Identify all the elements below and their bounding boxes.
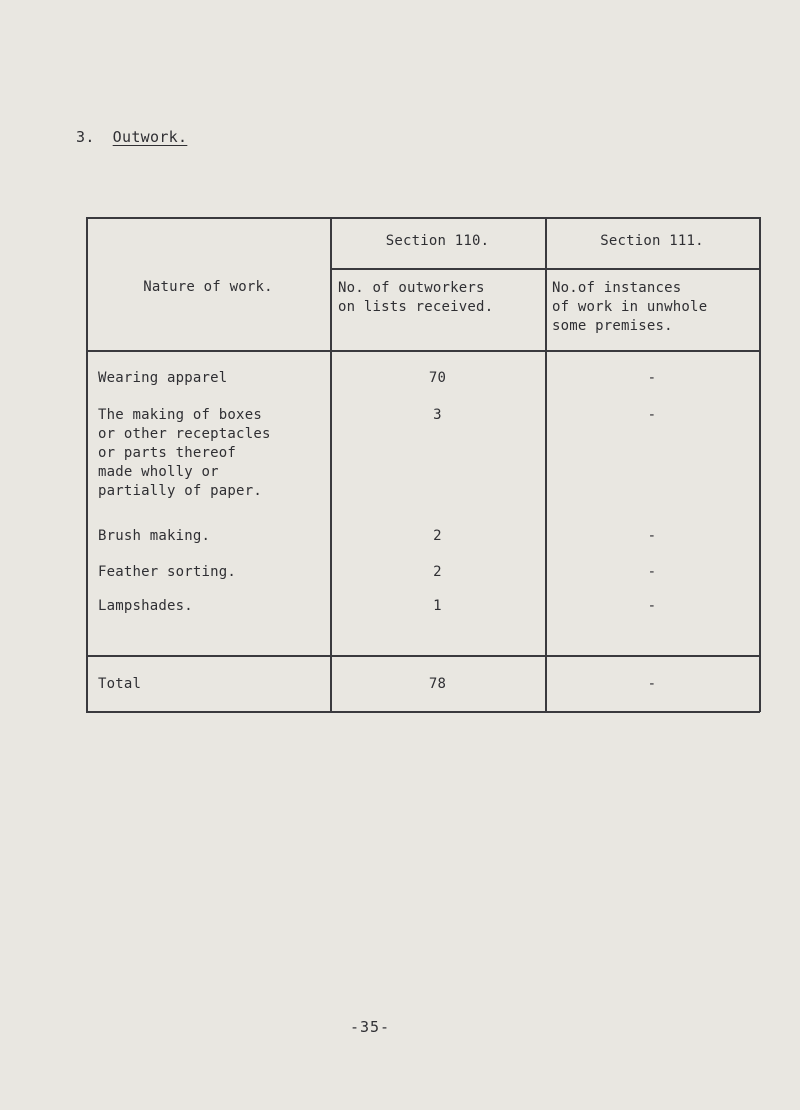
total-instances: - [647, 676, 657, 692]
column-rule-1 [330, 217, 332, 712]
column-rule-2 [545, 217, 547, 712]
header-section-110: Section 110. [385, 233, 490, 249]
table-bottom-rule [86, 711, 760, 713]
section-title: Outwork. [112, 128, 188, 146]
header-outworkers: No. of outworkers on lists received. [338, 280, 494, 315]
page-number: -35- [349, 1018, 391, 1036]
row-3-instances: - [647, 528, 657, 544]
row-1-nature: Wearing apparel [98, 370, 228, 386]
header-instances: No.of instances of work in unwhole some premises. [552, 280, 708, 334]
total-outworkers: 78 [428, 676, 447, 692]
row-2-instances: - [647, 407, 657, 423]
header-nature-of-work: Nature of work. [143, 279, 273, 295]
row-1-instances: - [647, 370, 657, 386]
total-top-rule [86, 655, 760, 657]
row-3-outworkers: 2 [433, 528, 442, 544]
row-5-nature: Lampshades. [98, 598, 193, 614]
row-3-nature: Brush making. [98, 528, 211, 544]
row-1-outworkers: 70 [428, 370, 447, 386]
header-bottom-rule [86, 350, 760, 352]
row-5-instances: - [647, 598, 657, 614]
row-4-outworkers: 2 [433, 564, 442, 580]
section-number: 3. [76, 128, 95, 146]
row-4-nature: Feather sorting. [98, 564, 237, 580]
row-5-outworkers: 1 [433, 598, 442, 614]
header-section-111: Section 111. [600, 233, 704, 249]
table-top-rule [86, 217, 760, 219]
total-label: Total [98, 676, 142, 692]
row-2-nature: The making of boxes or other receptacles or parts thereof made wholly or partially of paper. [98, 407, 271, 499]
row-2-outworkers: 3 [433, 407, 442, 423]
row-4-instances: - [647, 564, 657, 580]
